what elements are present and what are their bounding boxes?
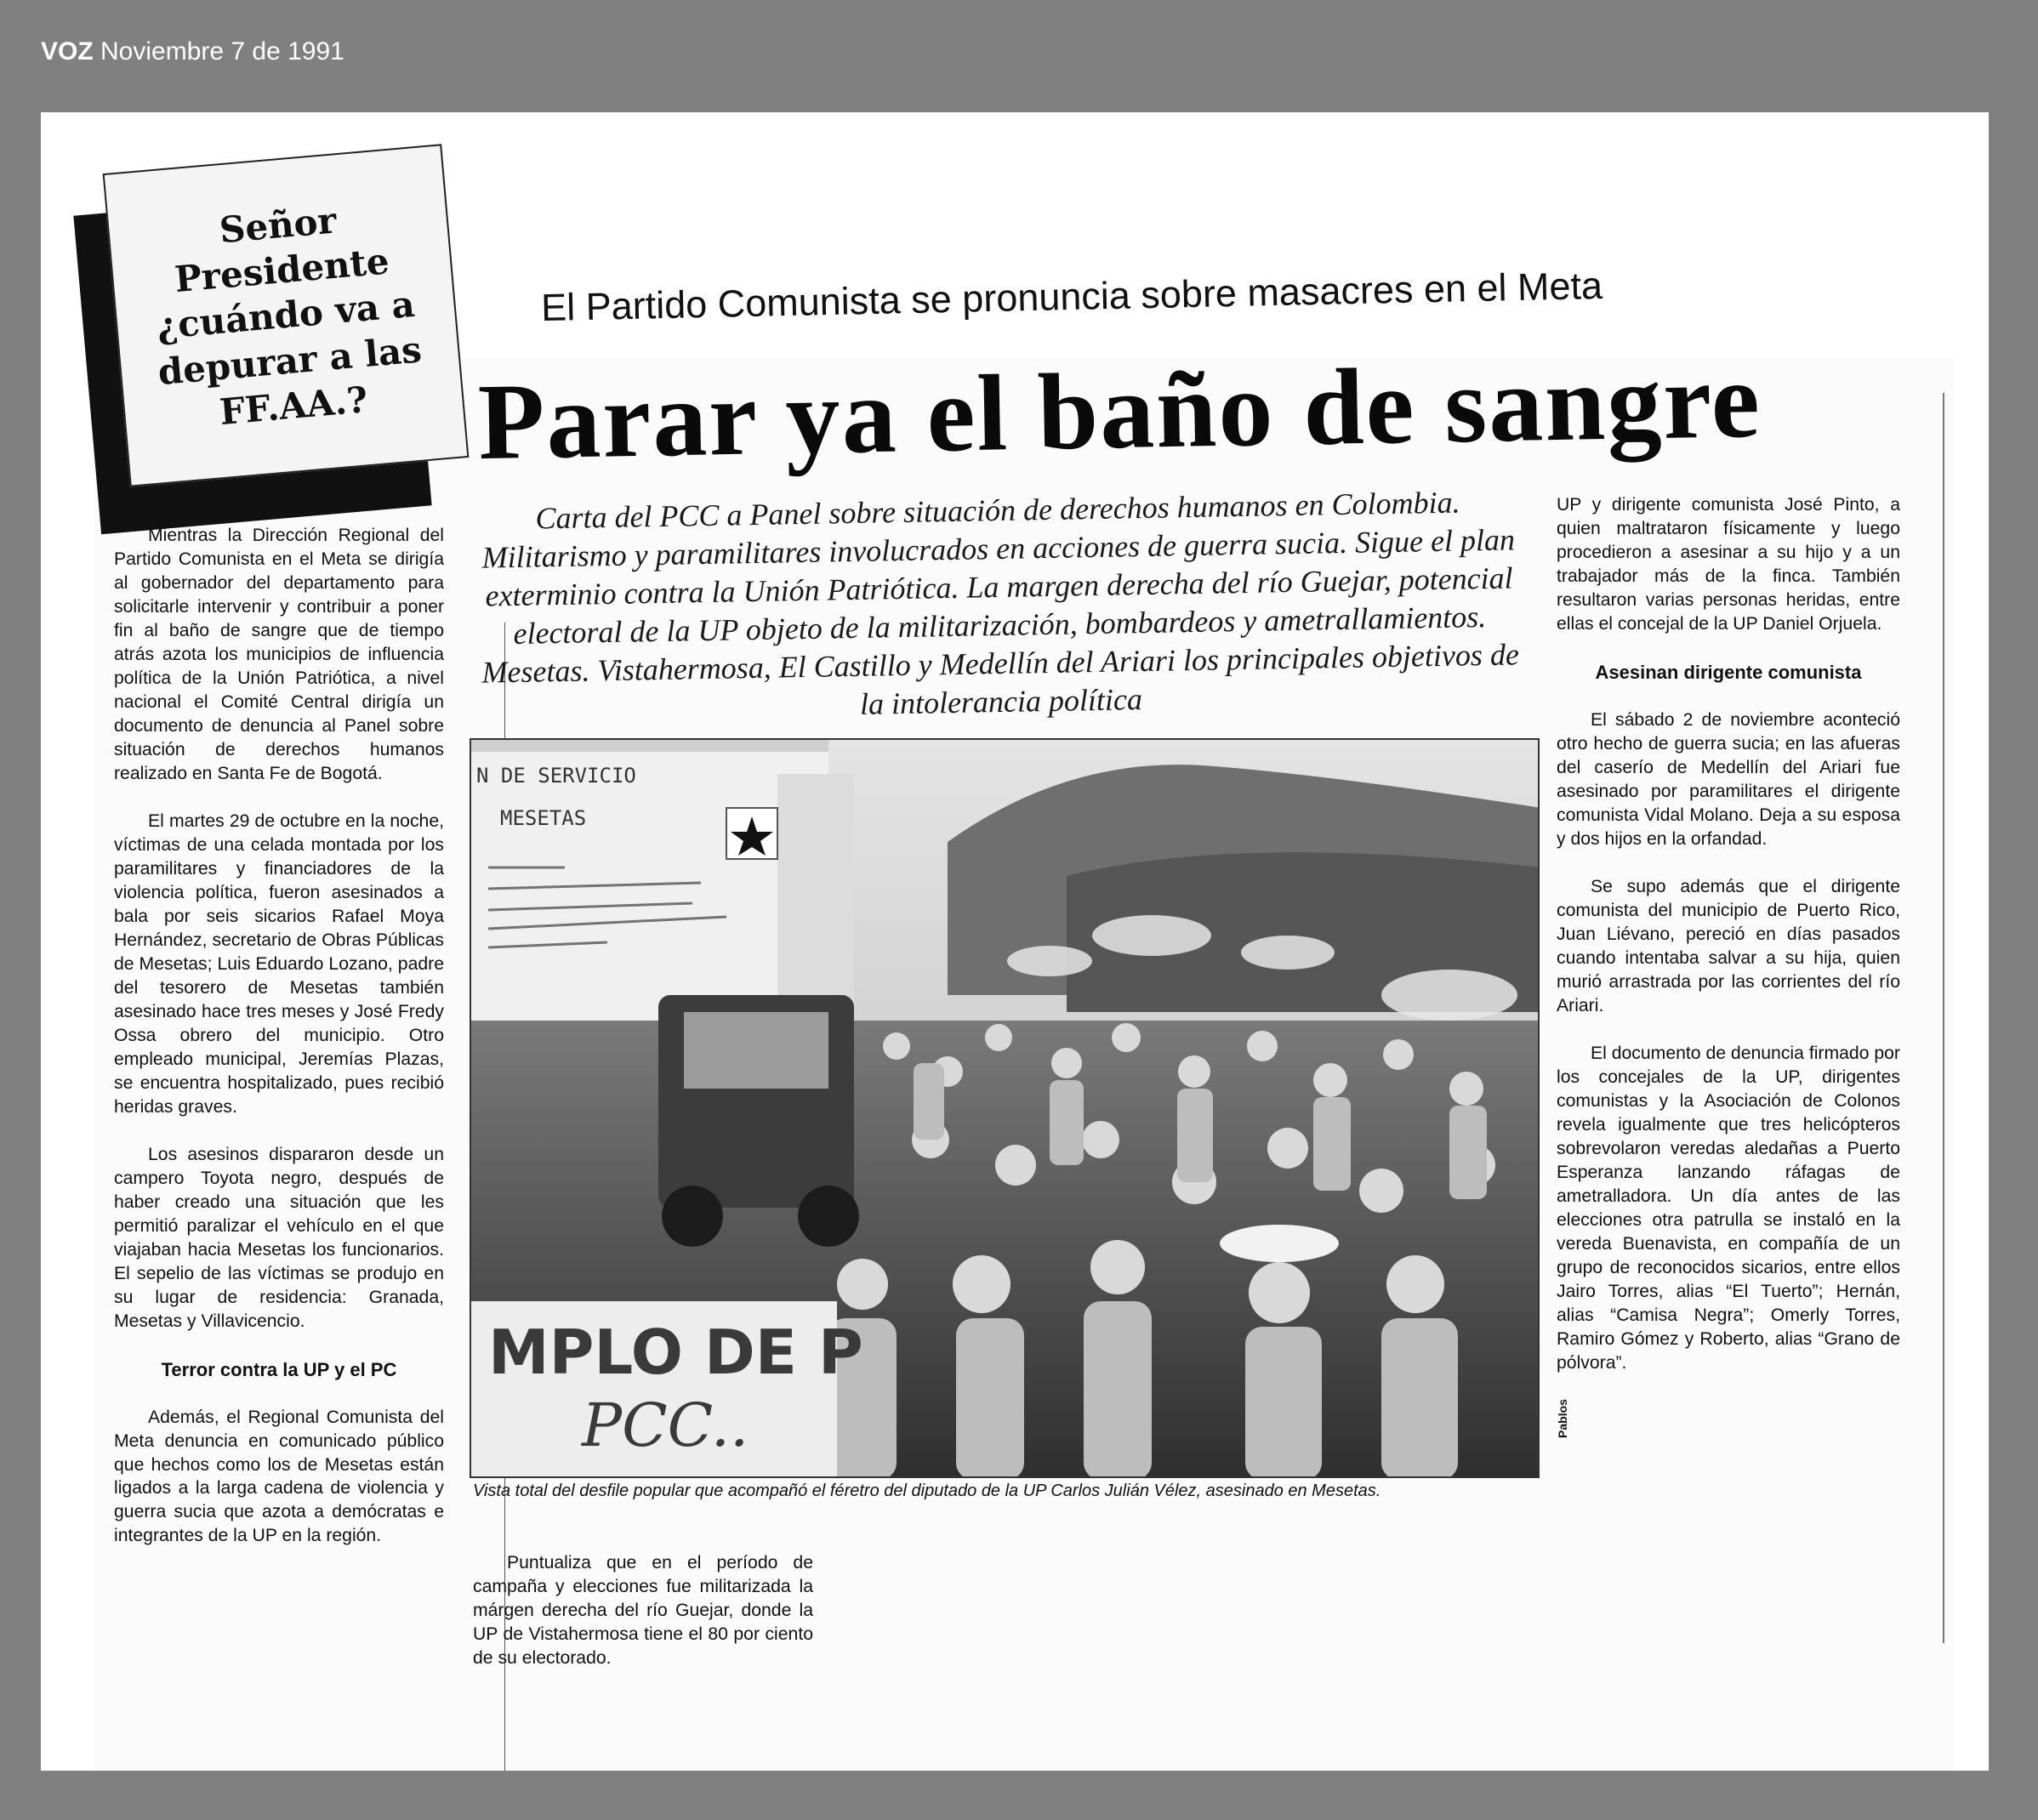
photo-credit: Pablos	[1555, 1399, 1569, 1438]
article-column-middle	[473, 1551, 813, 1694]
subheading: Terror contra la UP y el PC	[161, 1358, 397, 1380]
paragraph: UP y dirigente comunista José Pinto, a quien maltrataron físicamente y luego procedieron a asesinar a su hijo y a un trabajador más de la finca. También resultaron varias personas heridas, entre ellas el concejal de la UP Daniel Orjuela.	[1557, 495, 1900, 634]
column-rule	[1943, 393, 1944, 1643]
subheading: Asesinan dirigente comunista	[1595, 661, 1862, 683]
overline: El Partido Comunista se pronuncia sobre masacres en el Meta	[540, 263, 1603, 330]
paragraph: Mientras la Dirección Regional del Partido Comunista en el Meta se dirigía al gobernador del departamento para solicitarle intervenir y contribuir a poner fin al baño de sangre que de tiempo atrás azota los municipios de influencia política de la Unión Patriótica, a nivel nacional el Comité Central dirigía un documento de denuncia al Panel sobre situación de derechos humanos realizado en Santa Fe de Bogotá.	[114, 526, 444, 783]
kicker-text: Señor Presidente ¿cuándo va a depurar a las FF.AA.?	[155, 199, 424, 434]
paragraph: Los asesinos dispararon desde un campero Toyota negro, después de haber creado una situación que les permitió paralizar el vehículo en el que viajaban hacia Mesetas los funcionarios. El sepelio de las víctimas se produjo en su lugar de residencia: Granada, Mesetas y Villavicencio.	[114, 1144, 444, 1331]
paragraph: Puntualiza que en el período de campaña y elecciones fue militarizada la márgen derecha del río Guejar, donde la UP de Vistahermosa tiene el 80 por ciento de su electorado.	[473, 1553, 813, 1668]
paragraph: Se supo además que el dirigente comunista del municipio de Puerto Rico, Juan Liévano, pereció en días pasados cuando intentaba salvar a su hija, quien murió arrastrada por las corrientes del río Ariari.	[1557, 876, 1900, 1015]
kicker-box	[103, 144, 470, 486]
paragraph: Además, el Regional Comunista del Meta denuncia en comunicado público que hechos como los de Mesetas están ligados a la larga cadena de violencia y guerra sucia que azota a demócratas e integrantes de la UP en la región.	[114, 1407, 444, 1546]
sign-text-town: MESETAS	[500, 806, 587, 830]
headline: Parar ya el baño de sangre	[476, 338, 1762, 483]
paragraph: El documento de denuncia firmado por los concejales de la UP, dirigentes comunistas y la Asociación de Colonos revela igualmente que tres helicópteros sobrevolaron veredas aledañas a Puerto Esperanza lanzando ráfagas de ametralladora. Un día antes de las elecciones otra patrulla se instaló en la vereda Buenavista, en compañía de un grupo de reconocidos sicarios, entre ellos Jairo Torres, alias “El Tuerto”; Hernán, alias “Camisa Negra”; Omerly Torres, Ramiro Gómez y Roberto, alias “Grano de pólvora”.	[1557, 1043, 1900, 1373]
sign-text-service: N DE SERVICIO	[476, 764, 636, 788]
publication-name: VOZ	[41, 37, 94, 65]
paragraph: El sábado 2 de noviembre aconteció otro hecho de guerra sucia; en las afueras del caserío de Medellín del Ariari fue asesinado por paramilitares el dirigente comunista Vidal Molano. Deja a su esposa y dos hijos en la orfandad.	[1557, 709, 1900, 849]
publication-date: Noviembre 7 de 1991	[100, 37, 344, 65]
publication-header	[41, 37, 344, 66]
article-column-left	[114, 524, 444, 1572]
paragraph: El martes 29 de octubre en la noche, víctimas de una celada montada por los paramilitares y financiadores de la violencia política, fueron asesinados a bala por seis sicarios Rafael Moya Hernández, secretario de Obras Públicas de Mesetas; Luis Eduardo Lozano, padre del tesorero de Mesetas también asesinado hace tres meses y José Fredy Ossa obrero del municipio. Otro empleado municipal, Jeremías Plazas, se encuentra hospitalizado, pues recibió heridas graves.	[114, 810, 444, 1117]
photo-caption: Vista total del desfile popular que acompañó el féretro del diputado de la UP Carlos Julián Vélez, asesinado en Mesetas.	[473, 1482, 1381, 1500]
banner-text: MPLO DE P	[488, 1317, 863, 1388]
deck: Carta del PCC a Panel sobre situación de derechos humanos en Colombia. Militarismo y paramilitares involucrados en acciones de guerra sucia. Sigue el plan exterminio contra la Unión Patriótica. La margen derecha del río Guejar, potencial electoral de la UP objeto de la militarización, bombardeos y ametrallamientos. Mesetas. Vistahermosa, El Castillo y Medellín del Ariari los principales objetivos de la intolerancia política	[481, 485, 1520, 721]
parade-photo	[470, 738, 1540, 1478]
parade-photo-illustration	[471, 740, 1540, 1478]
article-column-right	[1557, 493, 1900, 1399]
banner-signature: PCC..	[582, 1391, 749, 1460]
